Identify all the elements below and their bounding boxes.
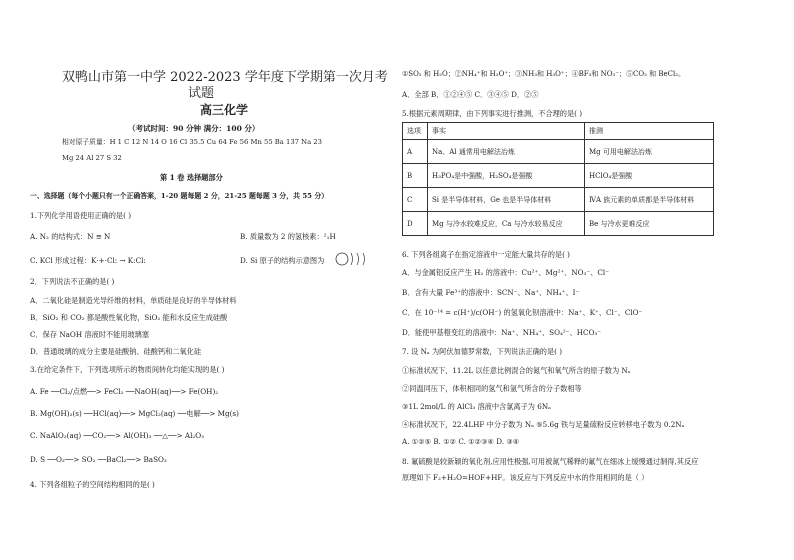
q6-option-b: B．含有大量 Fe³⁺的溶液中：SCN⁻、Na⁺、NH₄⁺、I⁻ <box>402 288 580 297</box>
atomic-mass-line2: Mg 24 Al 27 S 32 <box>62 154 122 162</box>
q2-stem: 2．下列说法不正确的是( ) <box>30 277 115 286</box>
q5-table <box>402 122 714 236</box>
exam-title: 双鸭山市第一中学 2022-2023 学年度下学期第一次月考 <box>62 70 388 85</box>
part1-heading: 一、选择题（每个小题只有一个正确答案，1-20 题每题 2 分，21-25 题每题 3 分，共 55 分） <box>30 192 329 200</box>
table-cell: Mg 可用电解法冶炼 <box>585 140 714 164</box>
q7-stem: 7. 设 Nₐ 为阿伏加德罗常数，下列说法正确的是( ) <box>402 347 563 356</box>
q3-stem: 3.在给定条件下，下列选项所示的物质间转化均能实现的是( ) <box>30 365 225 374</box>
exam-info: （考试时间：90 分钟 满分：100 分） <box>128 124 260 133</box>
table-cell: HClO₄是强酸 <box>585 164 714 188</box>
si-atom-diagram <box>334 251 368 267</box>
q7-item-4: ④标准状况下，22.4LHF 中分子数为 Nₐ ⑤5.6g 铁与足量硫粉反应转移电子数为 0.2Nₐ <box>402 420 685 429</box>
q1-option-a: A. N₂ 的结构式：N ≡ N <box>30 232 111 241</box>
table-cell: D <box>403 212 428 236</box>
table-cell: Mg 与冷水较难反应，Ca 与冷水较易反应 <box>428 212 585 236</box>
table-cell: ⅣA 族元素的单质都是半导体材料 <box>585 188 714 212</box>
q1-option-b: B. 质量数为 2 的氢核素：²₁H <box>240 232 336 241</box>
q6-option-c: C．在 10⁻¹⁴ = c(H⁺)/c(OH⁻) 的氢氧化钡溶液中：Na⁺、K⁺、Cl⁻、ClO⁻ <box>402 308 643 317</box>
table-cell: C <box>403 188 428 212</box>
atomic-mass-line1: 相对原子质量：H 1 C 12 N 14 O 16 Cl 35.5 Cu 64 Fe 56 Mn 55 Ba 137 Na 23 <box>62 138 322 146</box>
table-row <box>403 164 714 188</box>
table-header-row <box>403 123 714 140</box>
subject-title: 高三化学 <box>200 103 249 117</box>
table-cell: Na、Al 通常用电解法冶炼 <box>428 140 585 164</box>
q1-stem: 1.下列化学用语使用正确的是( ) <box>30 211 132 220</box>
table-cell: B <box>403 164 428 188</box>
exam-title-line2: 试题 <box>188 86 215 101</box>
table-cell: H₃PO₄是中强酸，H₂SO₄是强酸 <box>428 164 585 188</box>
q2-option-a: A．二氧化硅是制造光导纤维的材料，单质硅是良好的半导体材料 <box>30 296 237 305</box>
q3-option-b: B. Mg(OH)₂(s) ──HCl(aq)──> MgCl₂(aq) ──电解──> Mg(s) <box>30 409 239 418</box>
table-row <box>403 140 714 164</box>
q6-option-a: A．与金属铝反应产生 H₂ 的溶液中：Cu²⁺、Mg²⁺、NO₃⁻、Cl⁻ <box>402 268 609 277</box>
q2-option-b: B．SiO₂ 和 CO₂ 都是酸性氧化物，SiO₂ 能和水反应生成硅酸 <box>30 313 228 322</box>
q7-answers: A. ①②⑤ B. ①② C. ①②③④ D. ③④ <box>402 437 520 446</box>
q1-option-d: D. Si 原子的结构示意图为 <box>240 256 325 265</box>
q4-answers: A．全部 B．①②④⑤ C．③④⑤ D．②⑤ <box>402 90 539 99</box>
table-row <box>403 212 714 236</box>
table-row <box>403 188 714 212</box>
q4-items: ①SO₂ 和 H₂O；②NH₄⁺和 H₃O⁺；③NH₃和 H₃O⁺；④BF₃和 NO₃⁻；⑤CO₂ 和 BeCl₂。 <box>402 70 686 78</box>
q3-option-c: C. NaAlO₂(aq) ──CO₂──> Al(OH)₃ ──△──> Al₂O₃ <box>30 431 205 440</box>
q7-item-3: ③1L 2mol/L 的 AlCl₃ 溶液中含氯离子为 6Nₐ <box>402 402 551 411</box>
q3-option-a: A. Fe ──Cl₂/点燃──> FeCl₂ ──NaOH(aq)──> Fe(OH)₂ <box>30 387 219 396</box>
q5-stem: 5.根据元素周期律，由下列事实进行推测，不合理的是( ) <box>402 109 583 118</box>
q8-stem-line2: 原理如下 F₂+H₂O=HOF+HF。该反应与下列反应中水的作用相同的是（ ） <box>402 473 649 482</box>
q1-option-c: C. KCl 形成过程：K·+·Cl: → K:Cl: <box>30 256 146 265</box>
q2-option-d: D．普通玻璃的成分主要是硅酸钠、硅酸钙和二氧化硅 <box>30 347 202 356</box>
table-header-cell: 事实 <box>428 123 585 140</box>
table-header-cell: 选项 <box>403 123 428 140</box>
q8-stem-line1: 8. 氟硫酸是较新颖的氧化剂,应用性极强,可用被氮气稀释的氟气在细冰上缓慢通过制得,其反应 <box>402 457 699 466</box>
q4-stem: 4. 下列各组粒子的空间结构相同的是( ) <box>30 480 155 489</box>
table-cell: Si 是半导体材料，Ge 也是半导体材料 <box>428 188 585 212</box>
table-header-cell: 推测 <box>585 123 714 140</box>
q3-option-d: D. S ──O₂──> SO₂ ──BaCl₂──> BaSO₃ <box>30 455 167 464</box>
q2-option-c: C．保存 NaOH 溶液时不能用玻璃塞 <box>30 330 150 339</box>
q7-item-2: ②同温同压下，体积相同的氢气和氩气所含的分子数相等 <box>402 384 582 393</box>
section-heading: 第 1 卷 选择题部分 <box>160 173 223 182</box>
table-cell: A <box>403 140 428 164</box>
q6-stem: 6. 下列各组离子在指定溶液中一定能大量共存的是( ) <box>402 250 570 259</box>
q7-item-1: ①标准状况下，11.2L 以任意比例混合的氮气和氧气所含的原子数为 Nₐ <box>402 366 631 375</box>
table-cell: Be 与冷水更难反应 <box>585 212 714 236</box>
q6-option-d: D．能使甲基橙变红的溶液中：Na⁺、NH₄⁺、SO₄²⁻、HCO₃⁻ <box>402 328 602 337</box>
